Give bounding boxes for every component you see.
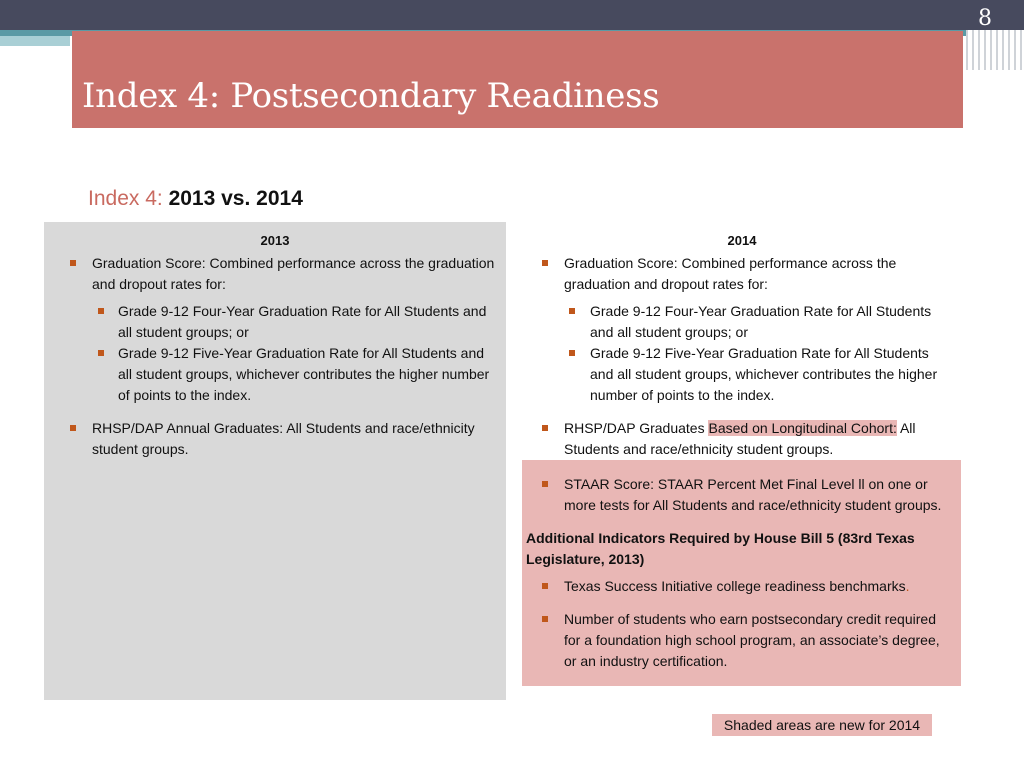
subtitle-accent: Index 4: xyxy=(88,187,163,210)
item-text-dot: . xyxy=(905,578,910,594)
decorative-stripes xyxy=(966,30,1024,70)
list-item xyxy=(522,576,962,597)
year-heading-2013: 2013 xyxy=(260,233,290,248)
list-item xyxy=(522,418,962,460)
list-item: Graduation Score: Combined performance across the graduation and dropout rates for: xyxy=(522,253,962,295)
list-item: Grade 9-12 Five-Year Graduation Rate for All Students and all student groups, whichever contributes the higher number of points to the index. xyxy=(522,343,962,406)
spacer xyxy=(44,406,506,418)
additional-indicators-heading: Additional Indicators Required by House Bill 5 (83rd Texas Legislature, 2013) xyxy=(526,530,915,567)
year-heading-2014: 2014 xyxy=(727,233,757,248)
page-number: 8 xyxy=(978,6,992,31)
list-item: Grade 9-12 Four-Year Graduation Rate for All Students and all student groups; or xyxy=(44,301,506,343)
highlighted-text: Based on Longitudinal Cohort: xyxy=(708,420,897,436)
item-text: All Students and race/ethnicity student groups. xyxy=(564,420,916,457)
spacer xyxy=(522,406,962,418)
list-item: Graduation Score: Combined performance across the graduation and dropout rates for: xyxy=(44,253,506,295)
teal-accent-tab xyxy=(0,36,70,46)
item-text: RHSP/DAP Graduates xyxy=(564,420,709,436)
top-decorative-band xyxy=(0,0,1024,30)
list-item: STAAR Score: STAAR Percent Met Final Level ll on one or more tests for All Students and race/ethnicity student groups. xyxy=(522,474,962,516)
list-2014 xyxy=(522,253,962,516)
title-banner xyxy=(72,31,963,128)
column-2014 xyxy=(522,222,962,672)
spacer xyxy=(522,460,962,474)
slide-title: Index 4: Postsecondary Readiness xyxy=(82,76,660,116)
spacer xyxy=(522,597,962,609)
list-item: Grade 9-12 Five-Year Graduation Rate for All Students and all student groups, whichever contributes the higher number of points to the index. xyxy=(44,343,506,406)
spacer xyxy=(522,516,962,528)
list-item: Grade 9-12 Four-Year Graduation Rate for All Students and all student groups; or xyxy=(522,301,962,343)
item-text: Texas Success Initiative college readiness benchmarks xyxy=(564,578,906,594)
shaded-areas-note: Shaded areas are new for 2014 xyxy=(712,714,932,736)
list-item: RHSP/DAP Annual Graduates: All Students and race/ethnicity student groups. xyxy=(44,418,506,460)
list-2013 xyxy=(44,253,506,460)
list-item: Number of students who earn postsecondary credit required for a foundation high school program, an associate’s degree, or an industry certification. xyxy=(522,609,962,672)
slide-subtitle xyxy=(88,187,303,211)
subtitle-rest: 2013 vs. 2014 xyxy=(168,187,303,210)
list-additional xyxy=(522,570,962,672)
column-2013 xyxy=(44,222,506,700)
